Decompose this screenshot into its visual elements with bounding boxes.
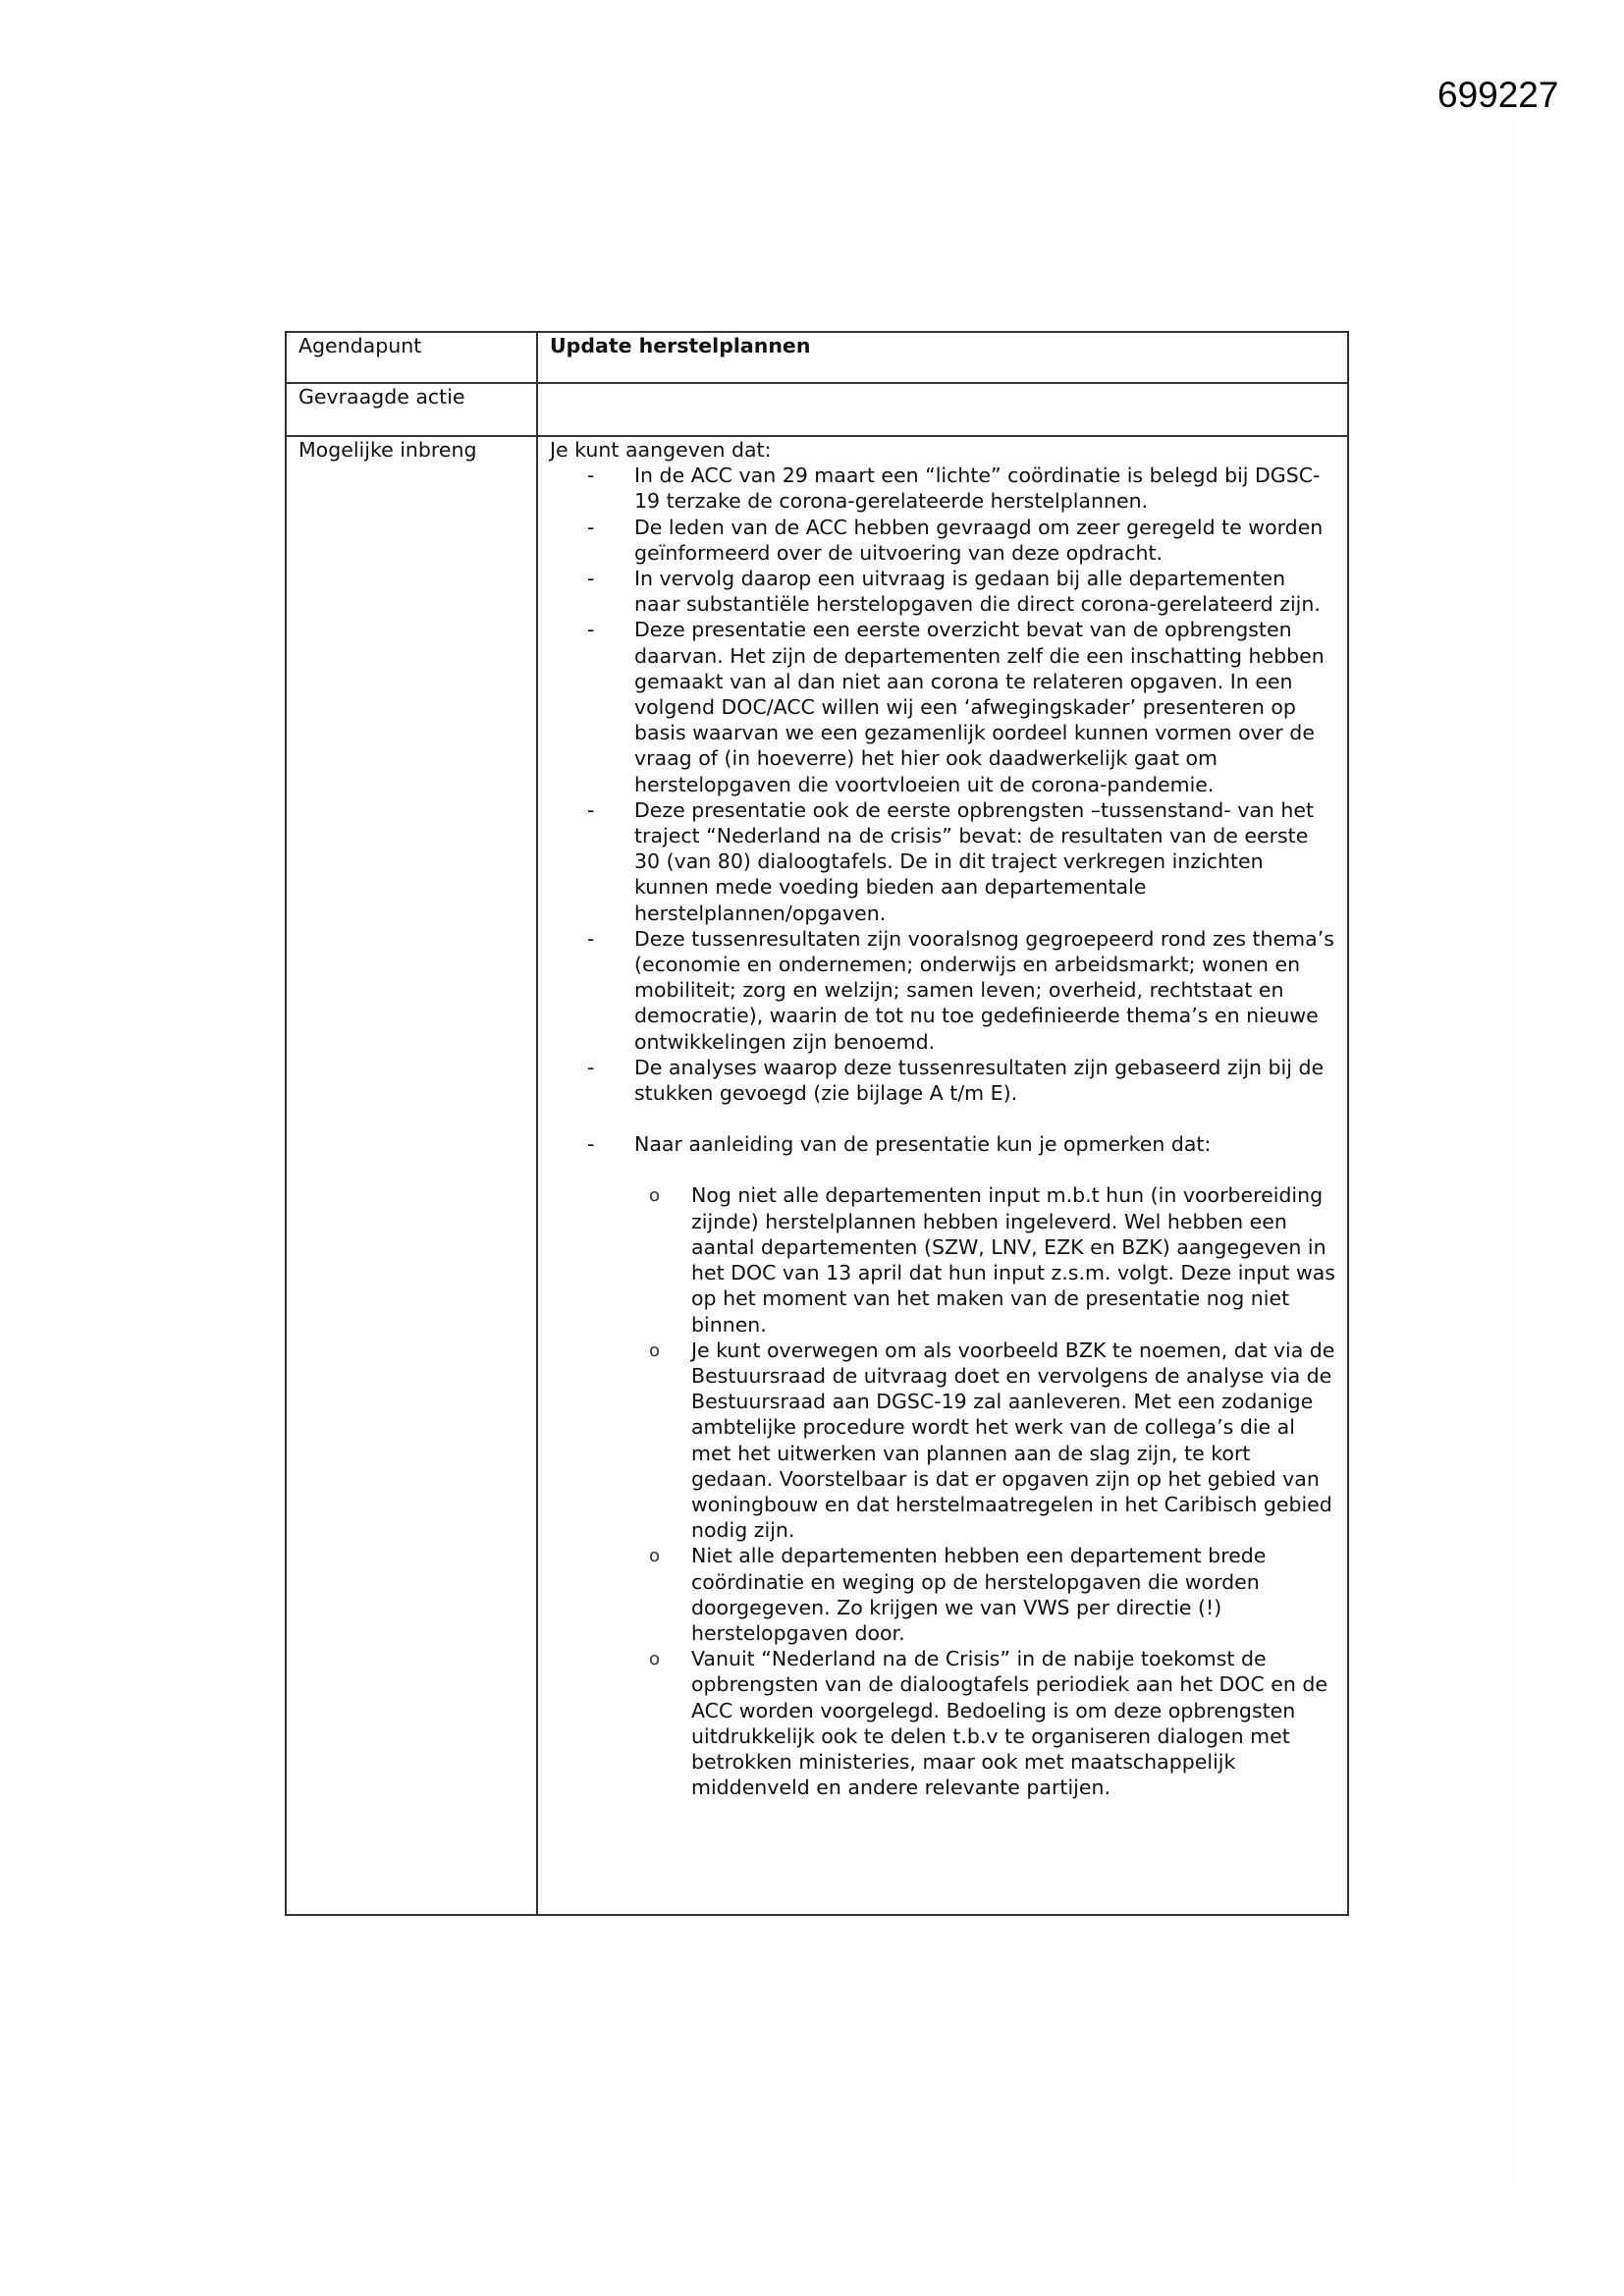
circle-bullet-icon: o	[649, 1649, 661, 1670]
possible-input-content	[537, 436, 1348, 1915]
circle-bullet-icon: o	[649, 1339, 661, 1361]
list-item-text: De leden van de ACC hebben gevraagd om zeer geregeld te worden geïnformeerd over de uitvoering van deze opdracht.	[634, 515, 1324, 565]
sub-list-item	[634, 1646, 1335, 1800]
row-label: Mogelijke inbreng	[286, 436, 537, 1915]
list-item	[550, 463, 1335, 514]
requested-action-value	[537, 383, 1348, 436]
list-item	[550, 1131, 1335, 1800]
table-row-mogelijke-inbreng	[286, 436, 1348, 1915]
row-label: Agendapunt	[286, 332, 537, 383]
list-item-text: In de ACC van 29 maart een “lichte” coördinatie is belegd bij DGSC-19 terzake de corona-gerelateerde herstelplannen.	[634, 464, 1321, 514]
list-item	[550, 515, 1335, 566]
sub-list	[634, 1182, 1335, 1800]
circle-bullet-icon: o	[649, 1546, 661, 1567]
sub-list-item	[634, 1543, 1335, 1646]
dash-bullet-icon: -	[587, 1055, 595, 1079]
dash-bullet-icon: -	[587, 515, 595, 539]
table-row-gevraagde-actie	[286, 383, 1348, 436]
sub-list-item-text: Nog niet alle departementen input m.b.t hun (in voorbereiding zijnde) herstelplannen hebben ingeleverd. Wel hebben een aantal departementen (SZW, LNV, EZK en BZK) aangegeven in het DOC van 13 april dat hun input z.s.m. volgt. Deze input was op het moment van het maken van de presentatie nog niet binnen.	[691, 1183, 1335, 1337]
sub-list-item-text: Niet alle departementen hebben een departement brede coördinatie en weging op de herstelopgaven die worden doorgegeven. Zo krijgen we van VWS per directie (!) herstelopgaven door.	[691, 1544, 1267, 1645]
list-item-text: De analyses waarop deze tussenresultaten zijn gebaseerd zijn bij de stukken gevoegd (zie bijlage A t/m E).	[634, 1055, 1325, 1106]
table-row-agendapunt	[286, 332, 1348, 383]
list-item	[550, 797, 1335, 926]
dash-bullet-icon: -	[587, 797, 595, 822]
document-number: 699227	[1437, 75, 1559, 115]
list-item-text: In vervolg daarop een uitvraag is gedaan bij alle departementen naar substantiële herstelopgaven die direct corona-gerelateerd zijn.	[634, 567, 1321, 617]
dash-bullet-icon: -	[587, 1132, 595, 1157]
circle-bullet-icon: o	[649, 1185, 661, 1207]
dash-bullet-icon: -	[587, 618, 595, 642]
list-item	[550, 566, 1335, 617]
list-item-text: Deze presentatie een eerste overzicht bevat van de opbrengsten daarvan. Het zijn de departementen zelf die een inschatting hebben gemaakt van al dan niet aan corona te relateren opgaven. In een volgend DOC/ACC willen wij een ‘afwegingskader’ presenteren op basis waarvan we een gezamenlijk oordeel kunnen vormen over de vraag of (in hoeverre) het hier ook daadwerkelijk gaat om herstelopgaven die voortvloeien uit de corona-pandemie.	[634, 618, 1325, 796]
agenda-table	[285, 331, 1349, 1916]
list-item-text: Naar aanleiding van de presentatie kun je opmerken dat:	[634, 1132, 1212, 1157]
list-item-text: Deze presentatie ook de eerste opbrengsten –tussenstand- van het traject “Nederland na de crisis” bevat: de resultaten van de eerste 30 (van 80) dialoogtafels. De in dit traject verkregen inzichten kunnen mede voeding bieden aan departementale herstelplannen/opgaven.	[634, 797, 1315, 925]
sub-list-item	[634, 1338, 1335, 1544]
sub-list-item-text: Je kunt overwegen om als voorbeeld BZK te noemen, dat via de Bestuursraad de uitvraag doet en vervolgens de analyse via de Bestuursraad aan DGSC-19 zal aanleveren. Met een zodanige ambtelijke procedure wordt het werk van de collega’s die al met het uitwerken van plannen aan de slag zijn, te kort gedaan. Voorstelbaar is dat er opgaven zijn op het gebied van woningbouw en dat herstelmaatregelen in het Caribisch gebied nodig zijn.	[691, 1338, 1335, 1543]
intro-text: Je kunt aangeven dat:	[550, 438, 772, 462]
row-label: Gevraagde actie	[286, 383, 537, 436]
dash-bullet-icon: -	[587, 567, 595, 591]
list-item	[550, 926, 1335, 1055]
dash-list	[550, 463, 1335, 1800]
list-item	[550, 1055, 1335, 1106]
dash-bullet-icon: -	[587, 926, 595, 951]
agenda-item-title: Update herstelplannen	[537, 332, 1348, 383]
list-item-text: Deze tussenresultaten zijn vooralsnog gegroepeerd rond zes thema’s (economie en ondernemen; onderwijs en arbeidsmarkt; wonen en mobiliteit; zorg en welzijn; samen leven; overheid, rechtstaat en democratie), waarin de tot nu toe gedefinieerde thema’s en nieuwe ontwikkelingen zijn benoemd.	[634, 926, 1334, 1054]
list-item	[550, 617, 1335, 796]
sub-list-item	[634, 1182, 1335, 1337]
sub-list-item-text: Vanuit “Nederland na de Crisis” in de nabije toekomst de opbrengsten van de dialoogtafels periodiek aan het DOC en de ACC worden voorgelegd. Bedoeling is om deze opbrengsten uitdrukkelijk ook te delen t.b.v te organiseren dialogen met betrokken ministeries, maar ook met maatschappelijk middenveld en andere relevante partijen.	[691, 1647, 1328, 1800]
dash-bullet-icon: -	[587, 464, 595, 488]
